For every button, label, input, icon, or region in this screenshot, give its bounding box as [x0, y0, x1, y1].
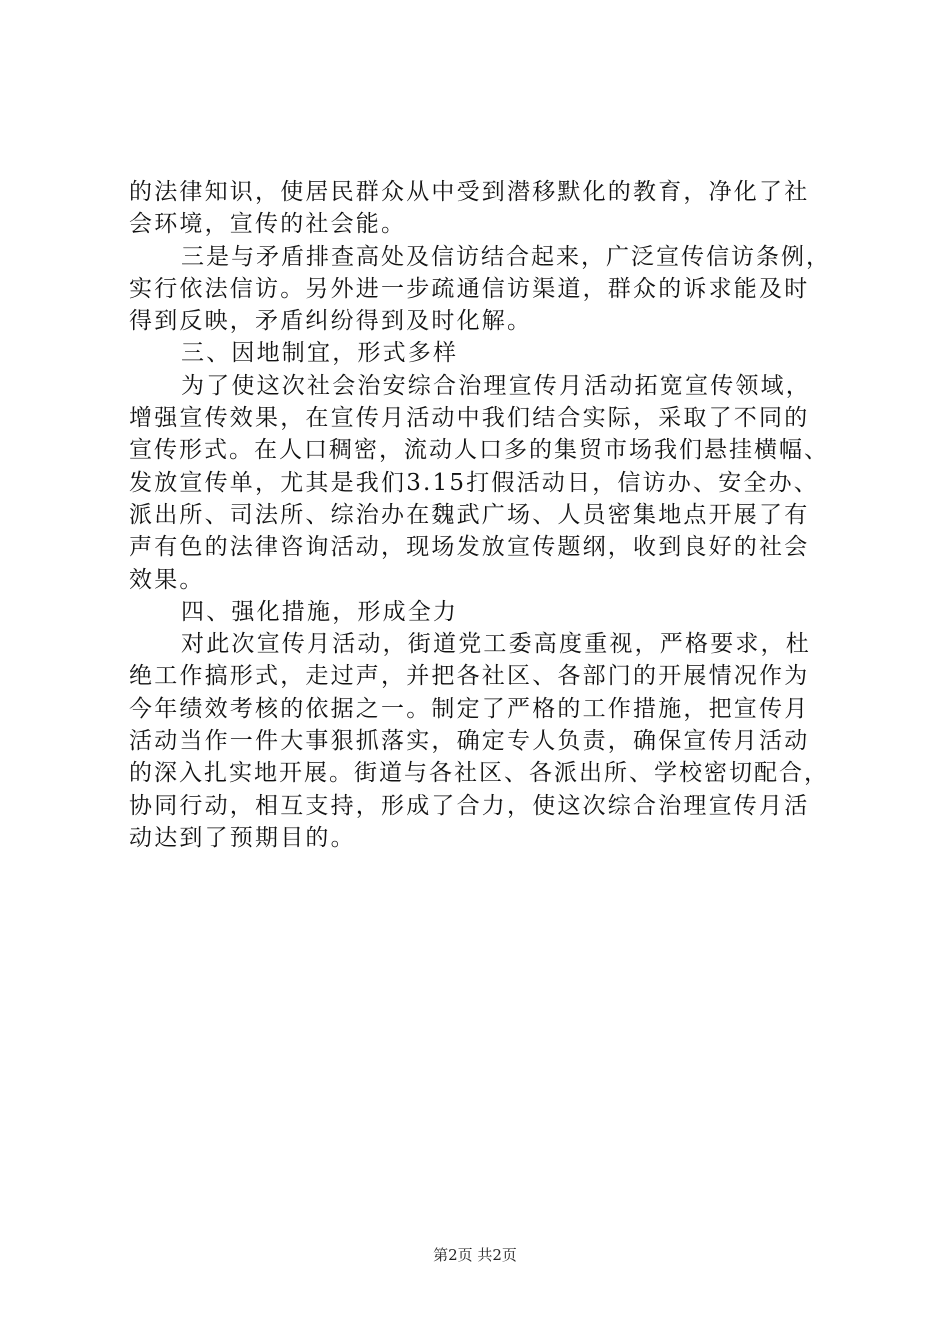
text-line: 今年绩效考核的依据之一。制定了严格的工作措施，把宣传月	[129, 695, 810, 722]
text-line: 三是与矛盾排查高处及信访结合起来，广泛宣传信访条例，	[181, 243, 831, 270]
text-line: 的深入扎实地开展。街道与各社区、各派出所、学校密切配合，	[129, 760, 829, 787]
text-line: 效果。	[129, 566, 205, 593]
text-line: 的法律知识，使居民群众从中受到潜移默化的教育，净化了社	[129, 179, 810, 205]
text-line: 三、因地制宜，形式多样	[181, 340, 459, 367]
text-line: 实行依法信访。另外进一步疏通信访渠道，群众的诉求能及时	[129, 275, 810, 302]
text-line: 活动当作一件大事狠抓落实，确定专人负责，确保宣传月活动	[129, 728, 810, 755]
text-line: 为了使这次社会治安综合治理宣传月活动拓宽宣传领域，	[181, 372, 811, 399]
text-line: 宣传形式。在人口稠密，流动人口多的集贸市场我们悬挂横幅、	[129, 437, 829, 464]
text-line: 得到反映，矛盾纠纷得到及时化解。	[129, 308, 533, 335]
text-line: 派出所、司法所、综治办在魏武广场、人员密集地点开展了有	[129, 501, 810, 528]
text-line: 增强宣传效果，在宣传月活动中我们结合实际，采取了不同的	[129, 405, 810, 432]
text-line: 对此次宣传月活动，街道党工委高度重视，严格要求，杜	[181, 631, 811, 658]
text-line: 动达到了预期目的。	[129, 824, 356, 851]
text-line: 声有色的法律咨询活动，现场发放宣传题纲，收到良好的社会	[129, 534, 810, 561]
text-line: 协同行动，相互支持，形成了合力，使这次综合治理宣传月活	[129, 792, 810, 819]
document-body	[129, 176, 833, 854]
text-line: 发放宣传单，尤其是我们3.15打假活动日，信访办、安全办、	[129, 469, 820, 496]
text-line: 会环境，宣传的社会能。	[129, 211, 407, 238]
page-footer: 第2页 共2页	[433, 1246, 517, 1264]
text-line: 绝工作搞形式，走过声，并把各社区、各部门的开展情况作为	[129, 663, 810, 690]
text-line: 四、强化措施，形成全力	[181, 598, 459, 625]
